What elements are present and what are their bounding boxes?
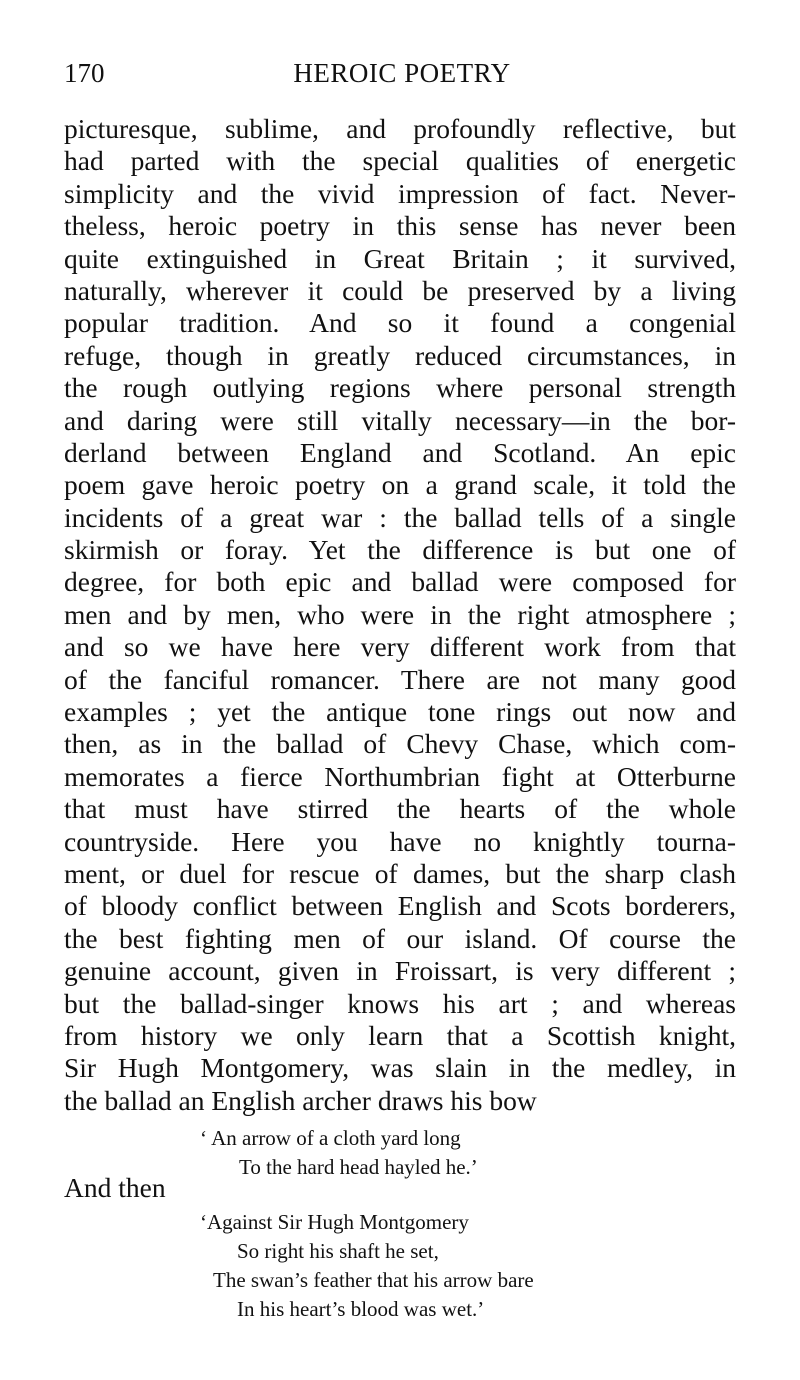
verse-line: To the hard head hayled he.’ — [239, 1155, 478, 1179]
text-line: incidents of a great war : the ballad tells of a single — [64, 501, 736, 533]
text-line: men and by men, who were in the right atmosphere ; — [64, 598, 736, 630]
text-line: memorates a fierce Northumbrian fight at Otterburne — [64, 760, 736, 792]
connector-text: And then — [64, 1172, 166, 1203]
verse-line: So right his shaft he set, — [237, 1239, 439, 1263]
running-title: HEROIC POETRY — [293, 58, 511, 88]
text-line: that must have stirred the hearts of the whole — [64, 793, 736, 825]
text-line: poem gave heroic poetry on a grand scale, it told the — [64, 469, 736, 501]
text-line: simplicity and the vivid impression of fact. Never- — [64, 177, 736, 209]
text-line: countryside. Here you have no knightly tourna- — [64, 825, 736, 857]
body-paragraph — [64, 113, 736, 1117]
text-line: ment, or duel for rescue of dames, but the sharp clash — [64, 857, 736, 889]
text-line: of the fanciful romancer. There are not many good — [64, 663, 736, 695]
text-line: the best fighting men of our island. Of course the — [64, 922, 736, 954]
text-line: and daring were still vitally necessary—in the bor- — [64, 404, 736, 436]
text-line: then, as in the ballad of Chevy Chase, which com- — [64, 728, 736, 760]
text-line: had parted with the special qualities of energetic — [64, 145, 736, 177]
text-line: from history we only learn that a Scottish knight, — [64, 1019, 736, 1051]
text-line: derland between England and Scotland. An epic — [64, 436, 736, 468]
text-line: of bloody conflict between English and Scots borderers, — [64, 890, 736, 922]
running-head — [64, 58, 740, 94]
text-line: skirmish or foray. Yet the difference is but one of — [64, 534, 736, 566]
text-line: the rough outlying regions where personal strength — [64, 372, 736, 404]
verse-quote-2 — [200, 1208, 534, 1324]
text-line: genuine account, given in Froissart, is very different ; — [64, 955, 736, 987]
text-line: Sir Hugh Montgomery, was slain in the medley, in — [64, 1052, 736, 1084]
text-line: the ballad an English archer draws his bow — [64, 1084, 537, 1116]
page-number: 170 — [64, 58, 105, 88]
text-line: refuge, though in greatly reduced circumstances, in — [64, 339, 736, 371]
text-line: examples ; yet the antique tone rings out now and — [64, 696, 736, 728]
verse-line: The swan’s feather that his arrow bare — [213, 1268, 534, 1292]
text-line: degree, for both epic and ballad were composed for — [64, 566, 736, 598]
text-line: picturesque, sublime, and profoundly reflective, but — [64, 113, 736, 144]
text-line: theless, heroic poetry in this sense has never been — [64, 210, 736, 242]
text-line: popular tradition. And so it found a congenial — [64, 307, 736, 339]
text-line: and so we have here very different work from that — [64, 631, 736, 663]
verse-line: ‘ An arrow of a cloth yard long — [200, 1126, 461, 1150]
text-line: but the ballad-singer knows his art ; and whereas — [64, 987, 736, 1019]
text-line: naturally, wherever it could be preserved by a living — [64, 274, 736, 306]
verse-quote-1 — [200, 1124, 478, 1182]
verse-line: In his heart’s blood was wet.’ — [237, 1297, 485, 1321]
text-line: quite extinguished in Great Britain ; it survived, — [64, 242, 736, 274]
verse-line: ‘Against Sir Hugh Montgomery — [200, 1210, 469, 1234]
